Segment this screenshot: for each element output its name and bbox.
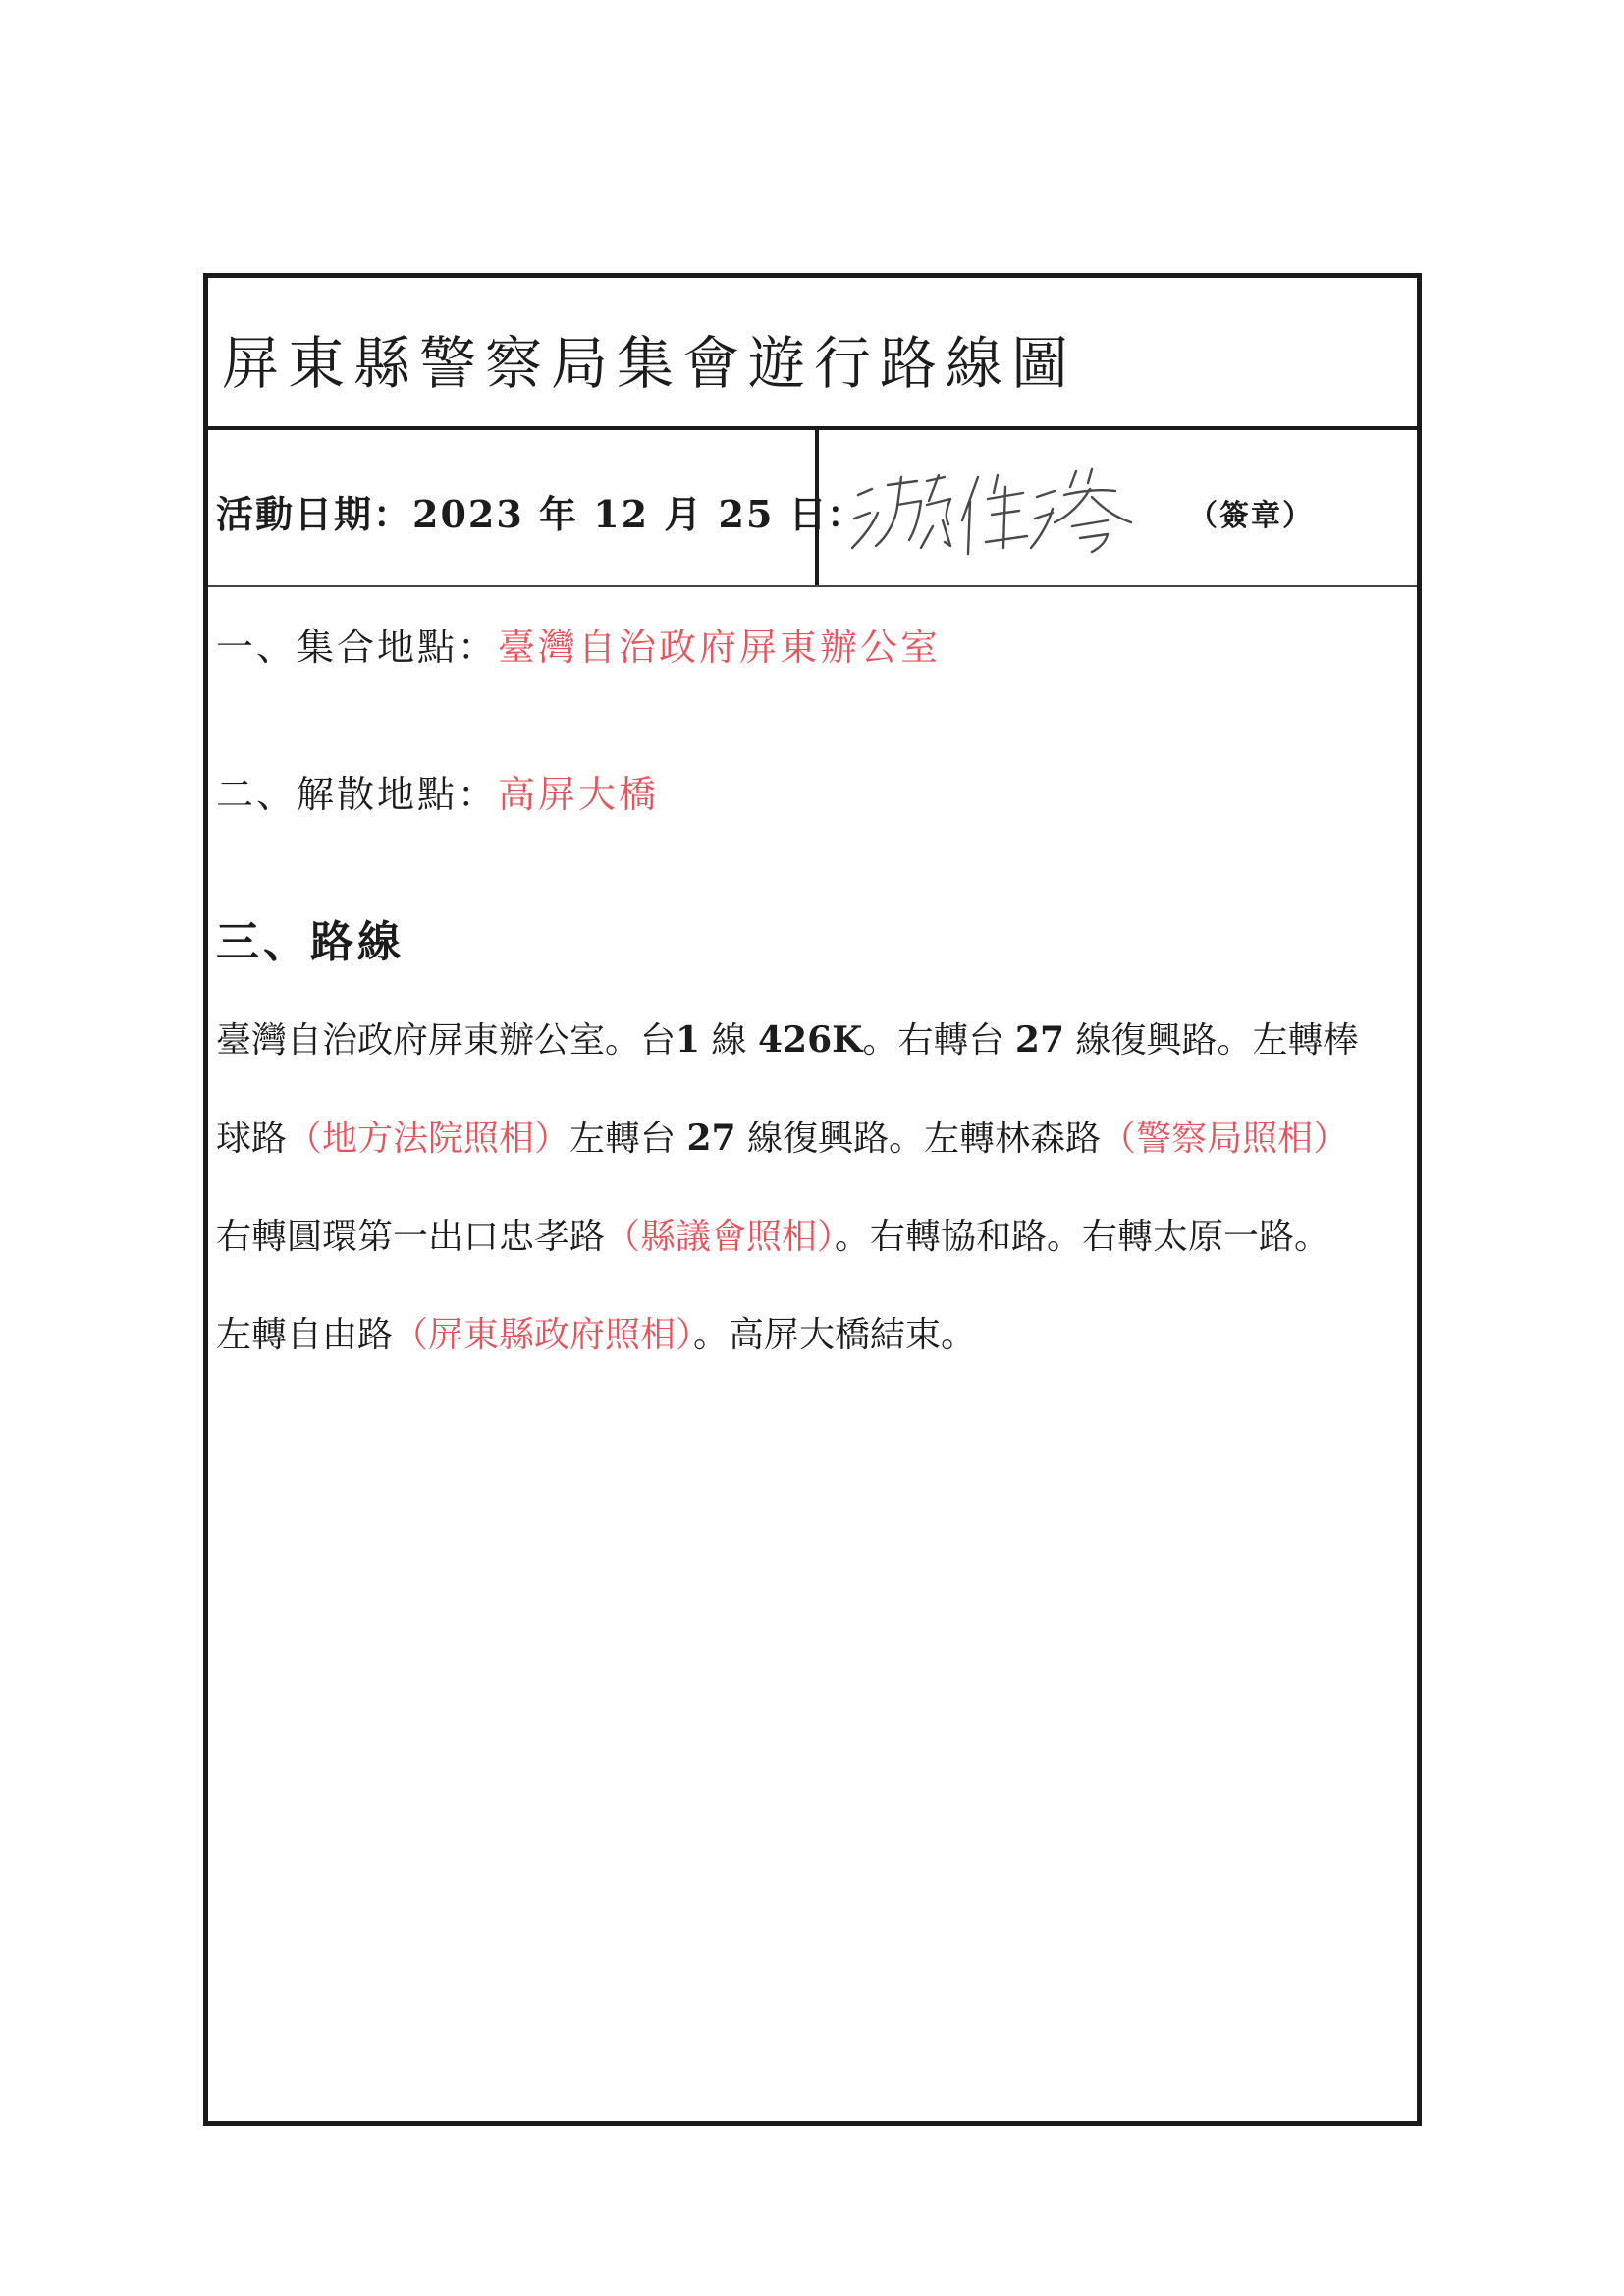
route-line-3 (216, 1209, 1329, 1259)
route-text: 。右轉協和路。右轉太原一路。 (835, 1217, 1330, 1257)
route-number: 1 (676, 1019, 701, 1061)
route-text: 臺灣自治政府屏東辦公室。台 (216, 1020, 677, 1061)
dispersal-label: 二、解散地點： (216, 773, 499, 816)
route-text: 線復興路。左轉棒 (1075, 1020, 1359, 1061)
assembly-value: 臺灣自治政府屏東辦公室 (498, 626, 942, 669)
form-title: 屏東縣警察局集會遊行路線圖 (222, 330, 1078, 397)
route-text: 線 (711, 1020, 747, 1061)
signature-cell (819, 430, 1417, 585)
route-text: 。高屏大橋結束。 (693, 1315, 977, 1355)
route-highlight: （警察局照相） (1101, 1119, 1349, 1159)
assembly-label: 一、集合地點： (216, 626, 499, 669)
route-text: 右轉圓環第一出口忠孝路 (216, 1217, 606, 1257)
handwritten-signature (844, 458, 1139, 566)
route-form (203, 273, 1422, 2126)
route-line-1 (216, 1012, 1358, 1063)
route-line-2 (216, 1111, 1348, 1161)
route-text: 球路 (216, 1119, 288, 1159)
title-row (208, 278, 1417, 430)
route-number: 27 (1014, 1019, 1065, 1061)
route-number: 27 (686, 1118, 736, 1159)
date-cell (208, 430, 829, 585)
stamp-label: （簽章） (1188, 499, 1314, 533)
route-line-4 (216, 1307, 976, 1357)
dispersal-location (216, 764, 659, 818)
dispersal-value: 高屏大橋 (498, 773, 660, 816)
info-row (208, 430, 1417, 587)
route-text: 左轉自由路 (216, 1315, 394, 1355)
route-text: 左轉台 (569, 1119, 677, 1159)
route-number: 426K (758, 1019, 863, 1061)
route-highlight: （地方法院照相） (287, 1119, 570, 1159)
route-heading: 三、路線 (216, 917, 405, 967)
signature-colon: ： (827, 492, 865, 536)
assembly-location (216, 617, 941, 671)
route-text: 線復興路。左轉林森路 (747, 1119, 1102, 1159)
route-text: 。右轉台 (862, 1020, 1004, 1061)
activity-date: 活動日期：2023 年 12 月 25 日 (216, 492, 829, 536)
route-highlight: （屏東縣政府照相） (393, 1315, 694, 1355)
route-highlight: （縣議會照相） (605, 1217, 836, 1257)
